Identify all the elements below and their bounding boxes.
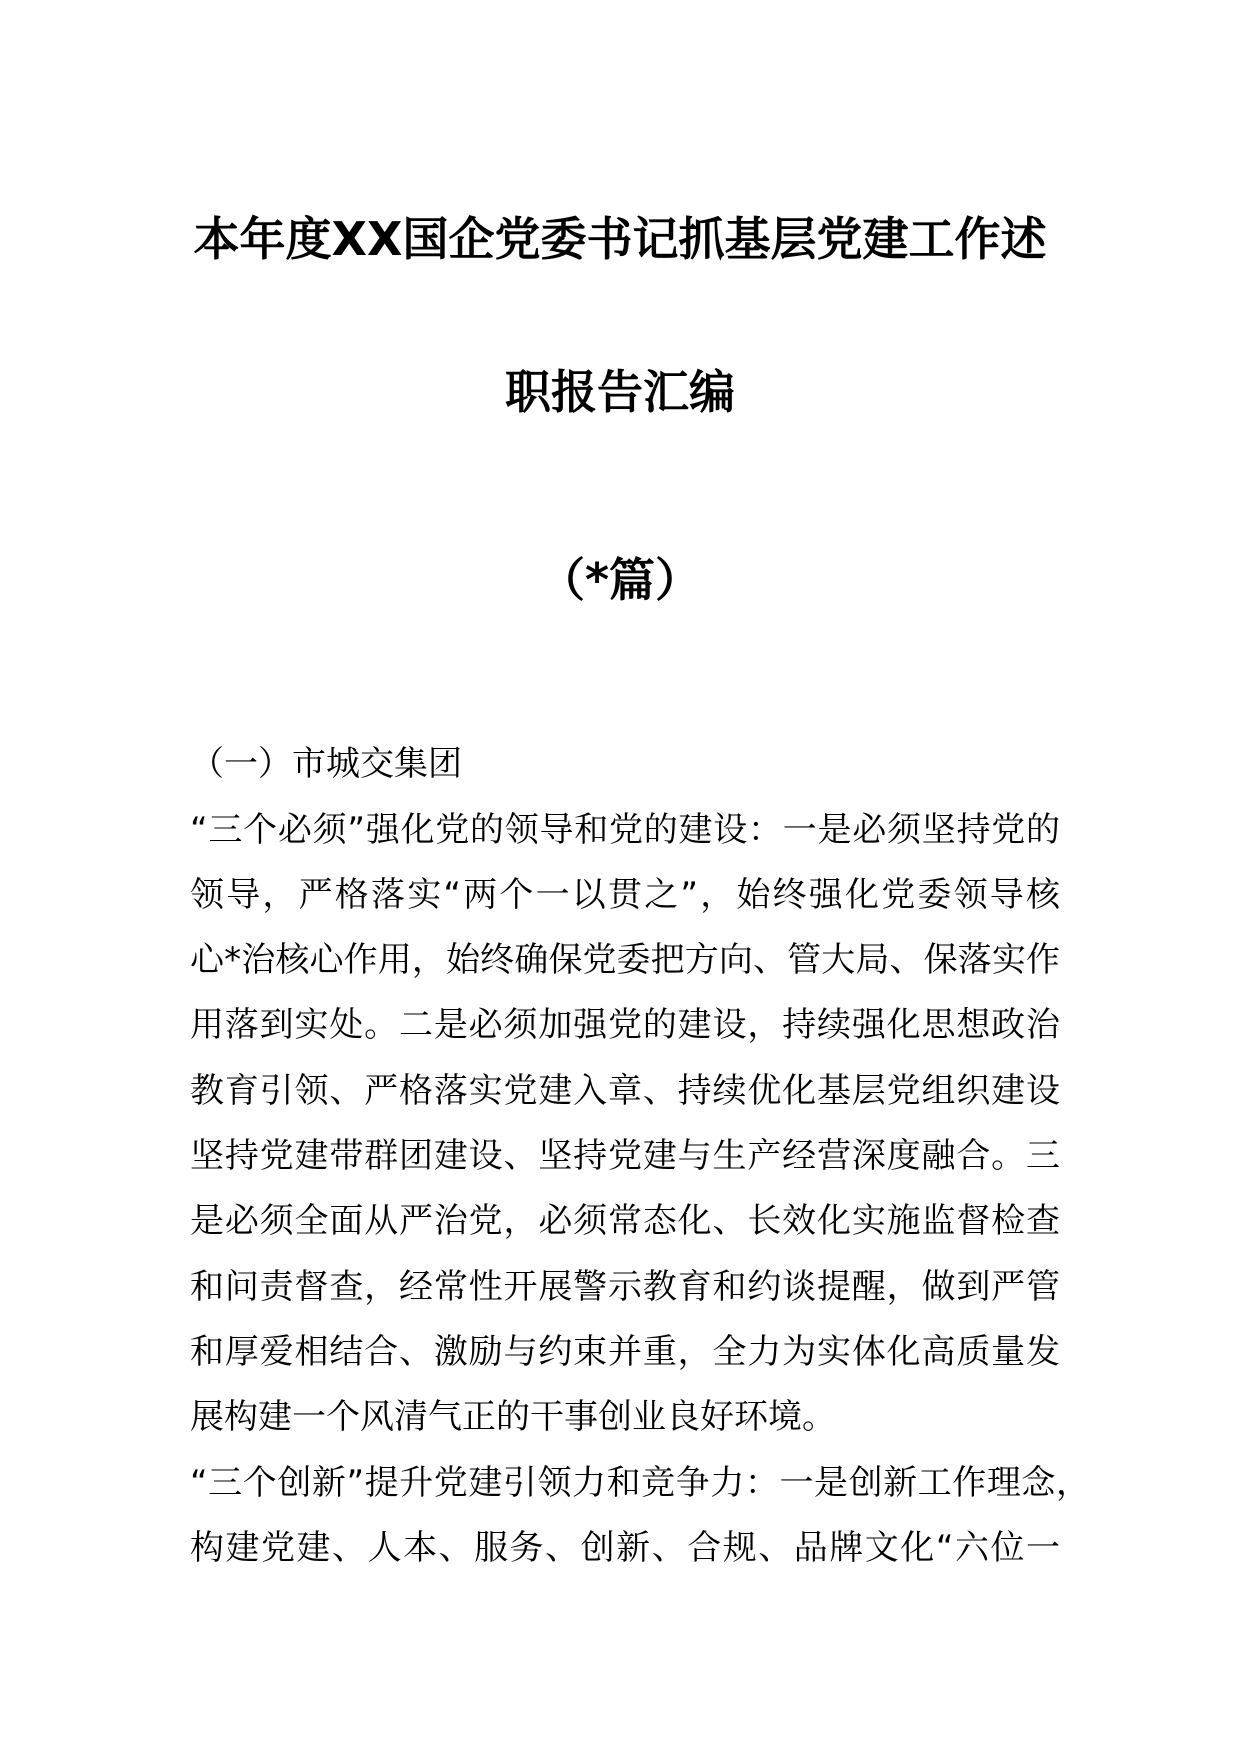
body-text-line: 领导，严格落实“两个一以贯之”，始终强化党委领导核 [190,875,1060,915]
document-title-line-2: 职报告汇编 [505,365,735,419]
body-text-line: 构建党建、人本、服务、创新、合规、品牌文化“六位一 [190,1528,1060,1568]
body-text-line: 和厚爱相结合、激励与约束并重，全力为实体化高质量发 [190,1332,1060,1372]
document-title-line-1: 本年度XX国企党委书记抓基层党建工作述 [193,212,1047,266]
body-text-line: 是必须全面从严治党，必须常态化、长效化实施监督检查 [190,1201,1060,1241]
body-text-line: 展构建一个风清气正的干事创业良好环境。 [190,1397,836,1437]
body-text-line: “三个必须”强化党的领导和党的建设：一是必须坚持党的 [190,810,1060,850]
body-text-line: 教育引领、严格落实党建入章、持续优化基层党组织建设 [190,1071,1060,1111]
section-heading: （一）市城交集团 [190,744,462,784]
document-title-count: （*篇） [538,553,702,607]
body-text-line: 坚持党建带群团建设、坚持党建与生产经营深度融合。三 [190,1136,1060,1176]
body-text-line: 心*治核心作用，始终确保党委把方向、管大局、保落实作 [190,940,1060,980]
body-text-line: 和问责督查，经常性开展警示教育和约谈提醒，做到严管 [190,1267,1060,1307]
body-text-line: “三个创新”提升党建引领力和竞争力：一是创新工作理念， [190,1463,1090,1503]
body-text-line: 用落到实处。二是必须加强党的建设，持续强化思想政治 [190,1005,1060,1045]
